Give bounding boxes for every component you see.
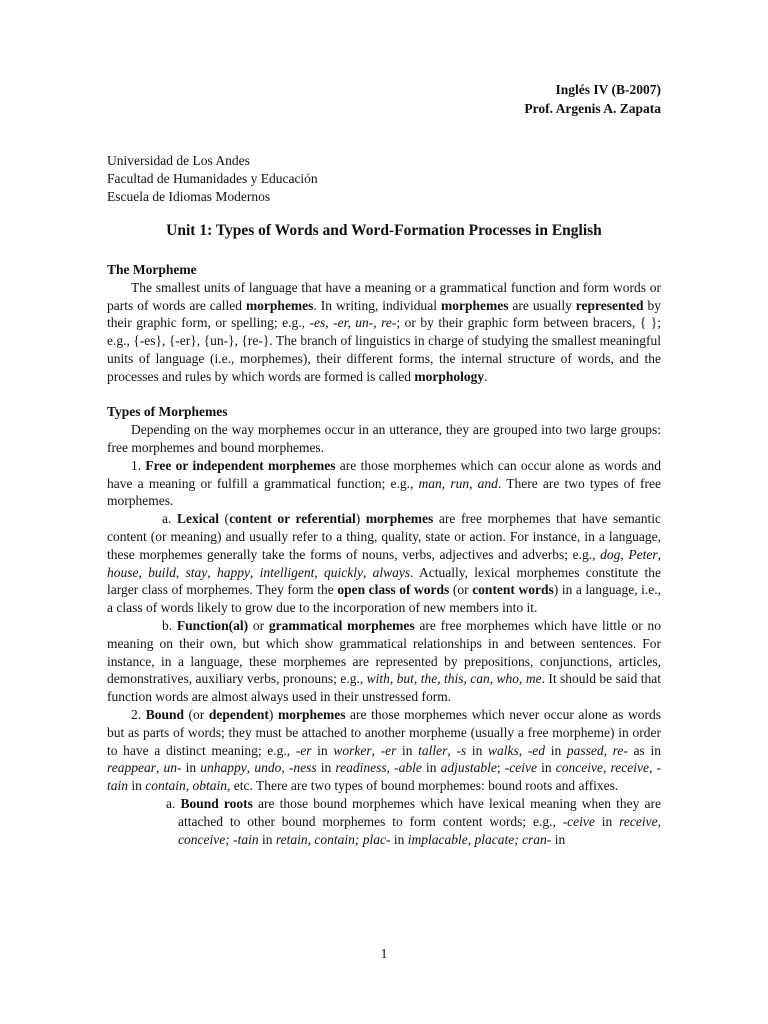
text-span: in [258,831,276,847]
text-span: , [620,546,629,562]
text-span: are those morphemes which never occur alone as words but as parts of words; they must be attached to another morpheme (usually a free morpheme) in order to have a distinct meaning; e.g., [107,706,662,758]
italic-example: happy [216,564,250,580]
text-span: (or [183,706,209,722]
bold-term: content words [472,582,554,598]
text-span: ; or by their graphic form between bracers, { }; e.g., {-es}, {-er}, {un-}, {re-}. The branch of linguistics in charge of studying the smallest meaningful units of language (i.e., morphemes), their different forms, the internal structure of words, and the processes and rules by which words are formed is called [107,315,661,384]
italic-example: adjustable [440,760,497,776]
paragraph-gap [107,386,661,404]
italic-example: -ceive [562,813,595,829]
italic-example: implacable, placate; cran- [407,831,552,847]
bold-term: morphemes [365,511,434,527]
italic-example: man [418,475,442,491]
faculty-name: Facultad de Humanidades y Educación [107,171,318,186]
text-span: , [518,742,528,758]
text-span: , [447,742,457,758]
institution-block [107,152,318,206]
text-span: in [396,742,419,758]
bold-term: morphemes [245,297,314,313]
text-span: , [138,564,149,580]
text-span: ( [218,511,230,527]
unit-title: Unit 1: Types of Words and Word-Formation Processes in English [166,222,602,239]
text-span: The smallest units of language that have a meaning or a grammatical function and form words or parts of words are called [107,279,661,313]
list-item-bound-morphemes [107,706,661,795]
text-span: , [314,564,324,580]
text-span: are free morphemes which have little or no meaning on their own, but which show grammatical relationships in and between sentences. For instance, in a language, these morphemes are represented by prepositions, conjunctions, articles, demonstratives, auxiliary verbs, pronouns; e.g., [107,617,662,687]
section-heading-types: Types of Morphemes [107,404,228,420]
text-span: are usually [508,297,576,313]
italic-example: Peter [628,546,658,562]
text-span: . Actually, lexical morphemes constitute the larger class of morphemes. They form the [107,564,661,598]
bold-term: content or referential [229,511,356,527]
text-span: are those bound morphemes which have lexical meaning when they are attached to other bound morphemes to form content words; e.g., [178,795,661,829]
bold-term: open class of words [337,582,450,598]
bold-term: grammatical morphemes [268,617,415,633]
list-item-functional-morphemes [107,617,661,706]
italic-example: readiness [335,760,387,776]
text-span: in [311,742,334,758]
bold-term: morphemes [277,706,346,722]
italic-example: -able [394,760,422,776]
text-span: as in [627,742,661,758]
text-span: , [603,760,611,776]
text-span: ) in a language, i.e., a class of words likely to grow due to the incorporation of new members into it. [107,582,662,616]
italic-example: -tain [107,760,662,794]
text-span: , [603,742,613,758]
italic-example: intelligent [259,564,315,580]
italic-example: -ceive [504,760,538,776]
italic-example: un- [163,760,182,776]
italic-example: conceive; -tain [178,831,259,847]
italic-example: house [107,564,139,580]
text-span: , [249,564,260,580]
bold-term: morphology [414,368,485,384]
text-span: , [441,475,451,491]
italic-example: -s [456,742,467,758]
bold-term: Function(al) [176,617,249,633]
italic-example: walks [488,742,519,758]
text-span: , [207,564,217,580]
document-header [524,80,661,118]
italic-example: with, but, the, this, can, who, me [366,671,542,687]
italic-example: -ness [288,760,317,776]
course-code: Inglés IV (B-2007) [555,82,661,97]
school-name: Escuela de Idiomas Modernos [107,189,271,204]
bold-term: dependent [208,706,269,722]
types-intro: Depending on the way morphemes occur in an utterance, they are grouped into two large groups: free morphemes and bound morphemes. [107,422,661,455]
list-letter: a. [166,795,181,811]
italic-example: -er [380,742,397,758]
text-span: in [466,742,489,758]
text-span: in [390,831,408,847]
italic-example: always [372,564,411,580]
section-heading-morpheme: The Morpheme [107,262,197,277]
text-span: (or [449,582,473,598]
text-span: are free morphemes that have semantic content (or meaning) and usually refer to a thing, quality, state or action. For instance, in a language, these morphemes generally take the forms of nouns, verbs, adjectives and adverbs; e.g., [107,511,662,562]
italic-example: re- [612,742,628,758]
text-span: in [421,760,441,776]
text-span: , [156,760,164,776]
text-span: by their graphic form, or spelling; e.g., [107,297,661,331]
text-span: , [469,475,478,491]
italic-example: receive [619,813,658,829]
text-span: , [362,564,373,580]
text-span: , [281,760,289,776]
text-span: are those morphemes which can occur alone as words and have a meaning or fulfill a grammatical function; e.g., [107,457,662,491]
bold-term: morphemes [440,297,509,313]
list-item-bound-roots [166,795,661,848]
italic-example: conceive [555,760,604,776]
text-span: in [128,778,146,794]
italic-example: contain, obtain [145,778,228,794]
list-number: 1. [131,457,146,473]
text-span: , [657,813,661,829]
list-item-lexical-morphemes [107,510,661,617]
text-span: ; [496,760,505,776]
text-span: in [537,760,556,776]
italic-example: taller [418,742,448,758]
text-span: , [175,564,186,580]
text-span: , etc. There are two types of bound morphemes: bound roots and affixes. [227,778,619,794]
italic-example: worker [333,742,372,758]
text-span: . There are two types of free morphemes. [107,475,661,509]
italic-example: passed [566,742,604,758]
italic-example: -er [295,742,312,758]
italic-example: dog [600,546,621,562]
text-span: in [594,813,620,829]
italic-example: run [450,475,470,491]
text-span: in [316,760,336,776]
university-name: Universidad de Los Andes [107,153,250,168]
italic-example: undo [254,760,282,776]
text-span: in [551,831,566,847]
text-span: ) [355,511,366,527]
text-span: , [649,760,657,776]
professor-name: Prof. Argenis A. Zapata [524,101,661,116]
text-span: ) [268,706,278,722]
text-span: . It should be said that function words are almost always used in their unstressed form. [107,671,661,705]
italic-example: stay [185,564,208,580]
italic-example: unhappy [200,760,247,776]
text-span: in [545,742,567,758]
bold-term: Bound roots [180,795,253,811]
italic-example: reappear [107,760,156,776]
text-span: , [371,742,381,758]
list-number: 2. [131,706,146,722]
italic-example: and [477,475,498,491]
document-body [107,261,661,848]
bold-term: Free or independent morphemes [145,457,336,473]
list-item-free-morphemes [107,457,661,510]
text-span: , [657,546,662,562]
text-span: , [246,760,255,776]
italic-example: receive [610,760,649,776]
morpheme-paragraph [107,279,661,386]
text-span: , [386,760,395,776]
list-letter: a. [162,511,177,527]
bold-term: Bound [145,706,184,722]
bold-term: represented [575,297,644,313]
italic-example: build [148,564,176,580]
italic-example: quickly [323,564,363,580]
italic-example: -ed [527,742,546,758]
text-span: . [484,368,488,384]
page-number: 1 [380,946,388,961]
list-letter: b. [162,617,177,633]
italic-example: -es, -er, un-, re- [309,315,397,331]
text-span: . In writing, individual [313,297,441,313]
italic-example: retain, contain; plac- [275,831,391,847]
text-span: in [181,760,201,776]
text-span: or [248,617,269,633]
bold-term: Lexical [176,511,219,527]
